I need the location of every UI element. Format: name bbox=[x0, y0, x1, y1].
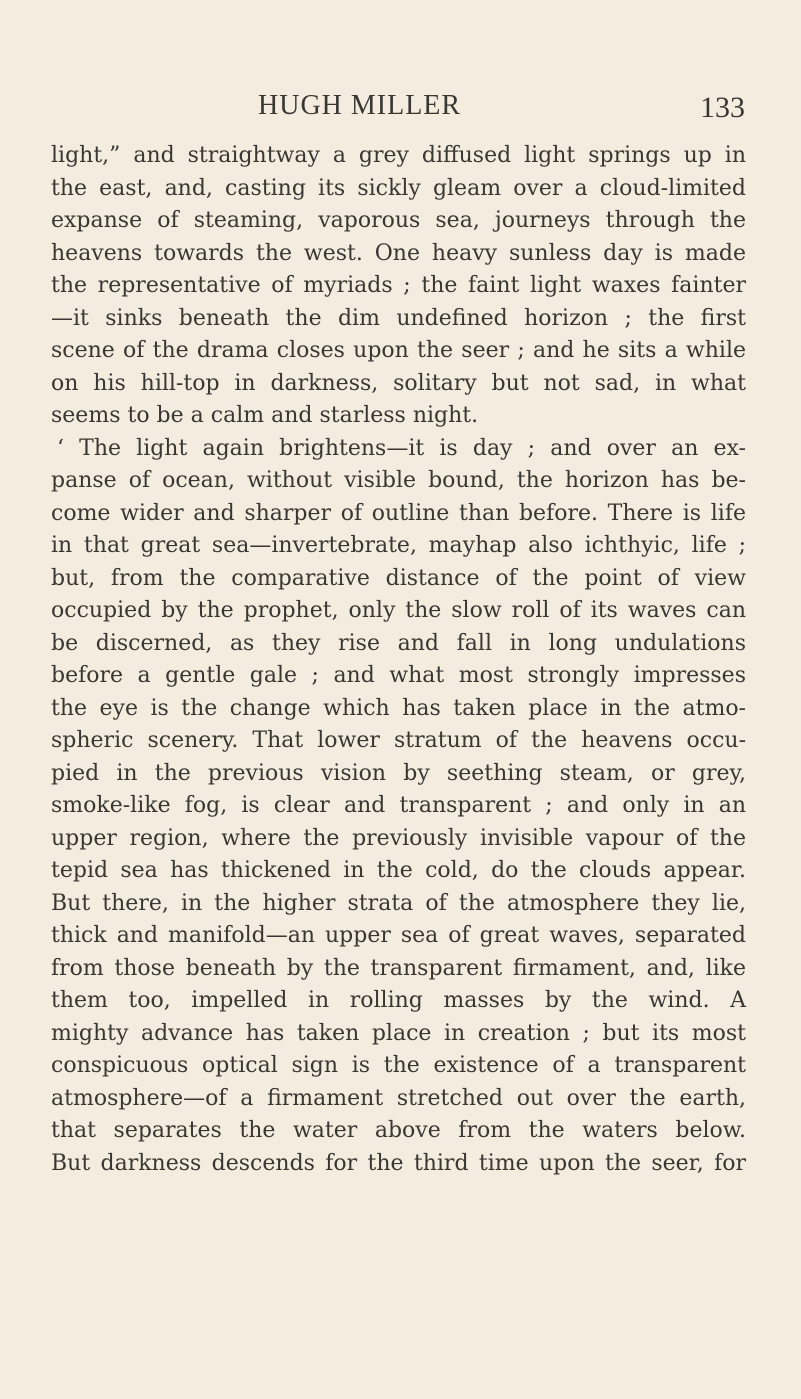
text-line: But there, in the higher strata of the atmosphere they lie, bbox=[51, 890, 746, 916]
text-line: come wider and sharper of outline than before. There is life bbox=[51, 500, 746, 526]
text-line: spheric scenery. That lower stratum of the heavens occu- bbox=[51, 728, 746, 753]
text-line: from those beneath by the transparent firmament, and, like bbox=[51, 955, 746, 981]
text-line: atmosphere—of a firmament stretched out over the earth, bbox=[51, 1085, 746, 1111]
text-line: smoke-like fog, is clear and transparent ; and only in an bbox=[51, 793, 746, 818]
text-line: them too, impelled in rolling masses by the wind. A bbox=[51, 988, 746, 1013]
text-line: but, from the comparative distance of the point of view bbox=[51, 565, 746, 591]
text-line: be discerned, as they rise and fall in long undulations bbox=[51, 630, 746, 656]
text-line: tepid sea has thickened in the cold, do the clouds appear. bbox=[51, 858, 746, 883]
text-line: light,” and straightway a grey diffused light springs up in bbox=[51, 143, 746, 168]
running-title: HUGH MILLER bbox=[258, 90, 462, 121]
text-line: ‘ The light again brightens—it is day ; and over an ex- bbox=[57, 435, 746, 461]
text-line: pied in the previous vision by seething steam, or grey, bbox=[51, 760, 746, 786]
page-number: 133 bbox=[700, 91, 745, 124]
text-line: seems to be a calm and starless night. bbox=[51, 403, 479, 428]
text-line: heavens towards the west. One heavy sunless day is made bbox=[51, 240, 746, 266]
text-line: the eye is the change which has taken place in the atmo- bbox=[51, 695, 746, 721]
text-line: the east, and, casting its sickly gleam over a cloud-limited bbox=[51, 175, 746, 201]
text-line: in that great sea—invertebrate, mayhap also ichthyic, life ; bbox=[51, 533, 746, 558]
text-line: the representative of myriads ; the faint light waxes fainter bbox=[51, 273, 746, 298]
text-line: expanse of steaming, vaporous sea, journeys through the bbox=[51, 208, 746, 233]
text-line: before a gentle gale ; and what most strongly impresses bbox=[51, 663, 746, 688]
page-header bbox=[0, 86, 801, 126]
body-text bbox=[51, 140, 746, 1180]
text-line: on his hill-top in darkness, solitary but not sad, in what bbox=[51, 370, 746, 396]
text-line: panse of ocean, without visible bound, the horizon has be- bbox=[51, 468, 746, 493]
text-line: —it sinks beneath the dim undefined horizon ; the first bbox=[51, 305, 746, 331]
text-line: occupied by the prophet, only the slow roll of its waves can bbox=[51, 598, 746, 623]
text-line: But darkness descends for the third time upon the seer, for bbox=[51, 1150, 746, 1176]
text-line: conspicuous optical sign is the existence of a transparent bbox=[51, 1053, 746, 1078]
text-line: mighty advance has taken place in creation ; but its most bbox=[51, 1020, 746, 1046]
text-line: thick and manifold—an upper sea of great waves, separated bbox=[51, 923, 746, 948]
text-line: upper region, where the previously invisible vapour of the bbox=[51, 825, 746, 851]
text-line: that separates the water above from the waters below. bbox=[51, 1118, 746, 1143]
text-line: scene of the drama closes upon the seer ; and he sits a while bbox=[51, 338, 746, 363]
